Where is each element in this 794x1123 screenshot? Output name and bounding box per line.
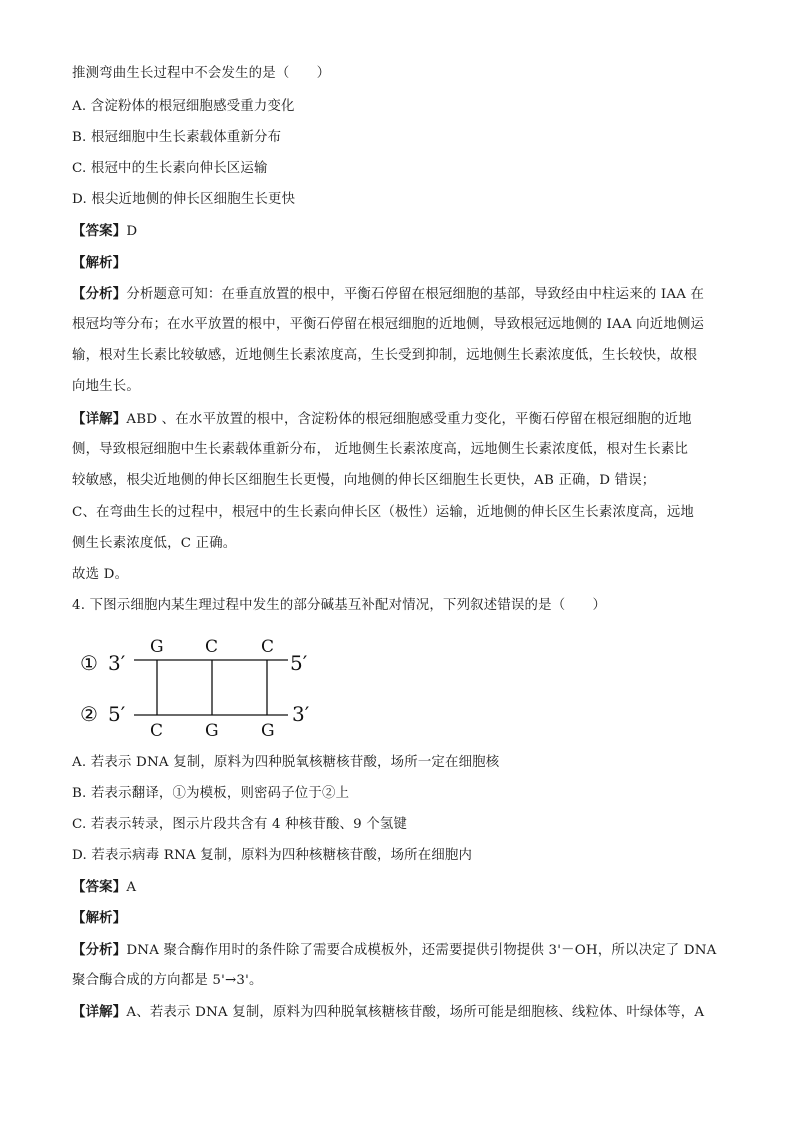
strand1-right-end: 5′ — [290, 651, 308, 675]
strand1-base-3: C — [261, 637, 275, 657]
q4-option-b: B. 若表示翻译，①为模板，则密码子位于②上 — [72, 786, 350, 801]
q4-answer: A — [126, 880, 137, 895]
base-pairing-diagram — [76, 632, 336, 744]
q3-answer-line — [72, 221, 137, 242]
strand2-right-end: 3′ — [292, 702, 310, 726]
q4-answer-tag: 【答案】 — [72, 879, 127, 895]
q3-option-a: A. 含淀粉体的根冠细胞感受重力变化 — [72, 99, 295, 114]
strand2-left-end: 5′ — [108, 702, 126, 726]
q4-analysis-text-1: DNA 聚合酶作用时的条件除了需要合成模板外，还需要提供引物提供 3'－OH，所以决定了 DNA — [126, 943, 717, 958]
q3-analysis-tag: 【分析】 — [72, 286, 127, 302]
strand1-label: ① — [80, 651, 98, 675]
q3-detail-line-3: 较敏感，根尖近地侧的伸长区细胞生长更慢，向地侧的伸长区细胞生长更快，AB 正确，D 错误； — [72, 473, 656, 488]
q3-answer-tag: 【答案】 — [72, 223, 127, 239]
q3-detail-tag: 【详解】 — [72, 411, 127, 427]
strand2-base-3: G — [261, 721, 275, 741]
q4-option-d: D. 若表示病毒 RNA 复制，原料为四种核糖核苷酸，场所在细胞内 — [72, 848, 473, 863]
q3-detail-line-2: 侧，导致根冠细胞中生长素载体重新分布， 近地侧生长素浓度高，远地侧生长素浓度低，根对生长素比 — [72, 442, 689, 457]
q3-option-c: C. 根冠中的生长素向伸长区运输 — [72, 161, 268, 176]
q3-stem: 推测弯曲生长过程中不会发生的是（ ） — [72, 66, 331, 81]
q4-analysis-tag: 【分析】 — [72, 942, 127, 958]
q4-stem: 4. 下图示细胞内某生理过程中发生的部分碱基互补配对情况，下列叙述错误的是（ ） — [72, 598, 607, 613]
strand1-base-2: C — [205, 637, 219, 657]
q3-analysis-text-1: 分析题意可知：在垂直放置的根中，平衡石停留在根冠细胞的基部，导致经由中柱运来的 IAA 在 — [126, 287, 705, 302]
q3-analysis-heading: 【解析】 — [72, 255, 127, 271]
strand2-base-1: C — [150, 721, 164, 741]
strand2-label: ② — [80, 702, 98, 726]
q4-option-a: A. 若表示 DNA 复制，原料为四种脱氧核糖核苷酸，场所一定在细胞核 — [72, 755, 500, 770]
q4-answer-line — [72, 877, 136, 898]
q3-detail-line-1 — [72, 409, 692, 430]
strand2-base-2: G — [205, 721, 219, 741]
q4-detail-tag: 【详解】 — [72, 1004, 127, 1020]
q4-option-c: C. 若表示转录，图示片段共含有 4 种核苷酸、9 个氢键 — [72, 817, 408, 832]
strand1-left-end: 3′ — [108, 651, 126, 675]
q4-detail-text-1: A、若表示 DNA 复制，原料为四种脱氧核糖核苷酸，场所可能是细胞核、线粒体、叶绿体等，A — [126, 1005, 705, 1020]
q4-analysis-line-2: 聚合酶合成的方向都是 5'→3'。 — [72, 973, 263, 988]
q4-analysis-heading: 【解析】 — [72, 910, 127, 926]
q3-analysis-line-4: 向地生长。 — [72, 379, 140, 394]
q3-analysis-line-2: 根冠均等分布；在水平放置的根中，平衡石停留在根冠细胞的近地侧，导致根冠远地侧的 IAA 向近地侧运 — [72, 317, 705, 332]
q3-answer: D — [126, 224, 138, 239]
q3-detail-text-1: ABD 、在水平放置的根中，含淀粉体的根冠细胞感受重力变化，平衡石停留在根冠细胞的近地 — [126, 412, 692, 427]
q3-option-d: D. 根尖近地侧的伸长区细胞生长更快 — [72, 192, 296, 207]
q3-conclusion: 故选 D。 — [72, 567, 129, 582]
q3-option-b: B. 根冠细胞中生长素载体重新分布 — [72, 130, 282, 145]
q4-detail-line-1 — [72, 1002, 704, 1023]
q3-analysis-line-1 — [72, 284, 704, 305]
q3-analysis-line-3: 输，根对生长素比较敏感，近地侧生长素浓度高，生长受到抑制，远地侧生长素浓度低，生长较快，故根 — [72, 348, 698, 363]
strand1-base-1: G — [150, 637, 164, 657]
q3-detail-line-4: C、在弯曲生长的过程中，根冠中的生长素向伸长区（极性）运输，近地侧的伸长区生长素浓度高，远地 — [72, 505, 695, 520]
q3-detail-line-5: 侧生长素浓度低，C 正确。 — [72, 536, 237, 551]
q4-analysis-line-1 — [72, 940, 717, 961]
